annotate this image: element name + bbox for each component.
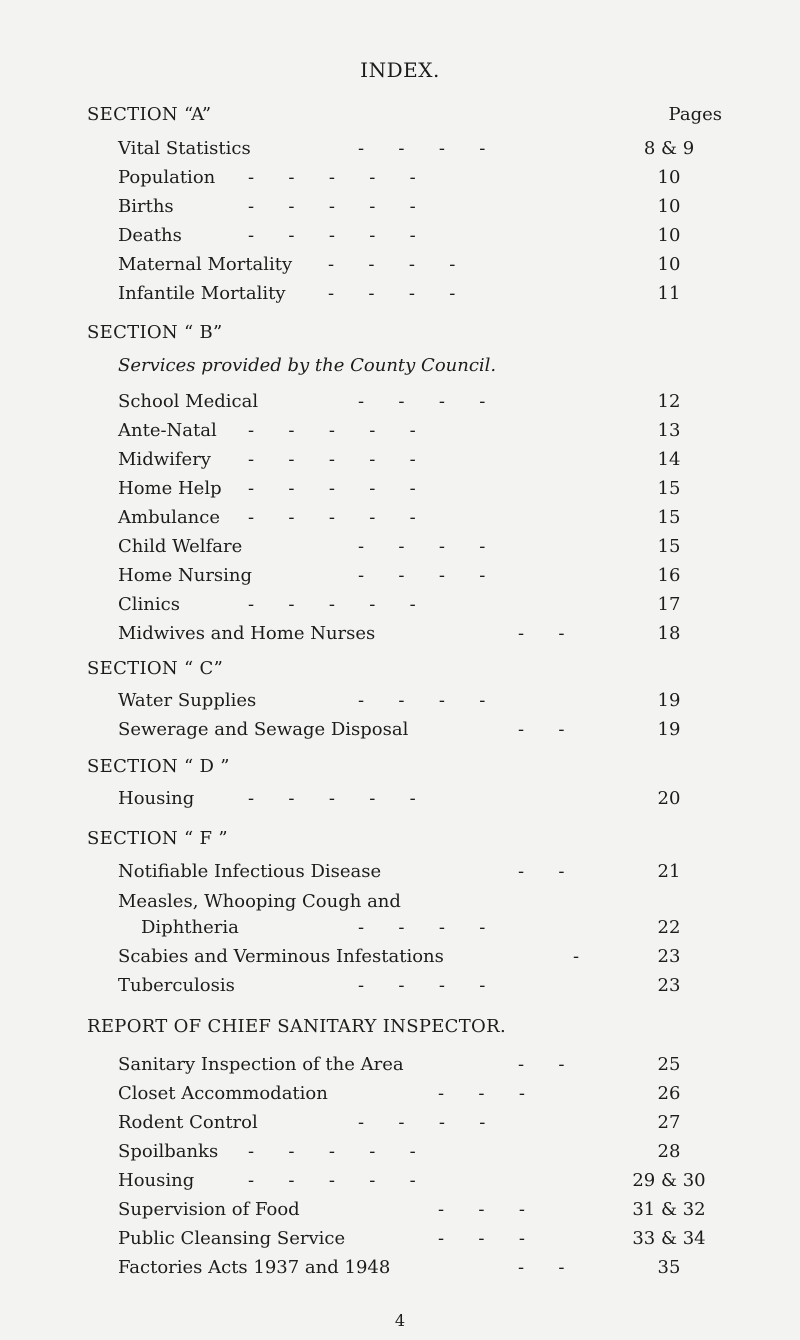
page-number: 31 & 32 xyxy=(632,1199,706,1220)
section-b-heading: SECTION “ B” xyxy=(87,322,223,343)
page-number: 20 xyxy=(657,788,681,809)
leader-dashes: - - - - xyxy=(358,138,486,159)
page-number: 17 xyxy=(657,594,681,615)
entry-label: Child Welfare xyxy=(118,536,243,557)
leader-dashes: - - - - - xyxy=(248,1170,416,1191)
page-number: 26 xyxy=(657,1083,681,1104)
entry-label: Water Supplies xyxy=(118,690,257,711)
leader-dashes: - - - - - xyxy=(248,449,416,470)
entry-label: Clinics xyxy=(118,594,180,615)
report-heading: REPORT OF CHIEF SANITARY INSPECTOR. xyxy=(87,1016,506,1037)
index-row xyxy=(118,1226,724,1252)
index-row xyxy=(118,1197,724,1223)
page-number: 23 xyxy=(657,946,681,967)
entry-label: School Medical xyxy=(118,391,259,412)
page-number: 8 & 9 xyxy=(643,138,695,159)
leader-dashes: - xyxy=(573,946,580,967)
section-f-heading: SECTION “ F ” xyxy=(87,828,228,849)
page-number: 21 xyxy=(657,861,681,882)
entry-label: Factories Acts 1937 and 1948 xyxy=(118,1257,391,1278)
page-number: 23 xyxy=(657,975,681,996)
index-row xyxy=(118,418,724,444)
leader-dashes: - - - - xyxy=(358,565,486,586)
leader-dashes: - - xyxy=(518,861,565,882)
index-row xyxy=(118,165,724,191)
leader-dashes: - - - - - xyxy=(248,420,416,441)
entry-label: Spoilbanks xyxy=(118,1141,219,1162)
leader-dashes: - - - - - xyxy=(248,225,416,246)
entry-label: Maternal Mortality xyxy=(118,254,293,275)
leader-dashes: - - xyxy=(518,719,565,740)
page-number: 10 xyxy=(657,225,681,246)
index-row xyxy=(118,1168,724,1194)
index-row xyxy=(118,447,724,473)
entry-label: Sewerage and Sewage Disposal xyxy=(118,719,409,740)
pages-column-heading: Pages xyxy=(668,104,722,125)
page-number: 22 xyxy=(657,917,681,938)
page-number: 28 xyxy=(657,1141,681,1162)
page-number: 14 xyxy=(657,449,681,470)
leader-dashes: - - - - xyxy=(358,690,486,711)
leader-dashes: - - - xyxy=(438,1083,525,1104)
section-c-heading: SECTION “ C” xyxy=(87,658,224,679)
index-row xyxy=(118,621,724,647)
index-row xyxy=(118,252,724,278)
index-row xyxy=(118,223,724,249)
leader-dashes: - - - - xyxy=(358,975,486,996)
index-row xyxy=(118,389,724,415)
index-row xyxy=(118,688,724,714)
index-row xyxy=(118,859,724,885)
leader-dashes: - - xyxy=(518,1257,565,1278)
entry-label: Scabies and Verminous Infestations xyxy=(118,946,444,967)
entry-label: Supervision of Food xyxy=(118,1199,300,1220)
entry-label: Home Help xyxy=(118,478,222,499)
leader-dashes: - - - - - xyxy=(248,478,416,499)
leader-dashes: - - - - xyxy=(328,254,456,275)
entry-label: Rodent Control xyxy=(118,1112,258,1133)
index-row xyxy=(118,1110,724,1136)
page-number: 15 xyxy=(657,536,681,557)
page-number: 15 xyxy=(657,507,681,528)
leader-dashes: - - - xyxy=(438,1228,525,1249)
index-row xyxy=(118,534,724,560)
index-row xyxy=(118,592,724,618)
entry-label: Notifiable Infectious Disease xyxy=(118,861,382,882)
page-number: 33 & 34 xyxy=(632,1228,706,1249)
page-number: 13 xyxy=(657,420,681,441)
index-row xyxy=(118,1255,724,1281)
page-number: 10 xyxy=(657,167,681,188)
index-row xyxy=(118,563,724,589)
index-row xyxy=(118,136,724,162)
index-row xyxy=(118,786,724,812)
entry-label: Midwives and Home Nurses xyxy=(118,623,376,644)
index-row xyxy=(118,281,724,307)
entry-label: Births xyxy=(118,196,174,217)
leader-dashes: - - - - xyxy=(328,283,456,304)
page-number: 25 xyxy=(657,1054,681,1075)
index-row xyxy=(118,476,724,502)
section-b-subtitle: Services provided by the County Council. xyxy=(118,355,497,376)
entry-label: Housing xyxy=(118,1170,195,1191)
page-number: 16 xyxy=(657,565,681,586)
section-d-heading: SECTION “ D ” xyxy=(87,756,230,777)
entry-label-continued: Diphtheria xyxy=(141,917,239,938)
entry-label: Deaths xyxy=(118,225,182,246)
section-a-heading: SECTION “A” xyxy=(87,104,212,125)
leader-dashes: - - xyxy=(518,1054,565,1075)
index-row xyxy=(118,1081,724,1107)
page-number: 29 & 30 xyxy=(632,1170,706,1191)
page-number: 19 xyxy=(657,719,681,740)
leader-dashes: - - - - - xyxy=(248,788,416,809)
leader-dashes: - - - - xyxy=(358,391,486,412)
entry-label: Public Cleansing Service xyxy=(118,1228,346,1249)
index-row xyxy=(118,1052,724,1078)
index-row xyxy=(118,973,724,999)
page-number: 10 xyxy=(657,196,681,217)
index-row xyxy=(118,505,724,531)
page-number: 35 xyxy=(657,1257,681,1278)
index-row xyxy=(118,1139,724,1165)
page-title: INDEX. xyxy=(360,58,440,82)
leader-dashes: - - - - - xyxy=(248,1141,416,1162)
entry-label: Vital Statistics xyxy=(118,138,251,159)
entry-label: Population xyxy=(118,167,216,188)
leader-dashes: - - - - - xyxy=(248,167,416,188)
entry-label: Midwifery xyxy=(118,449,211,470)
leader-dashes: - - xyxy=(518,623,565,644)
index-row xyxy=(118,717,724,743)
entry-label: Closet Accommodation xyxy=(118,1083,328,1104)
entry-label: Infantile Mortality xyxy=(118,283,286,304)
page-number: 11 xyxy=(657,283,681,304)
index-row xyxy=(118,889,724,941)
page-number: 27 xyxy=(657,1112,681,1133)
entry-label: Ante-Natal xyxy=(118,420,217,441)
index-row xyxy=(118,194,724,220)
page-number: 15 xyxy=(657,478,681,499)
leader-dashes: - - - - xyxy=(358,536,486,557)
page-number: 12 xyxy=(657,391,681,412)
leader-dashes: - - - - - xyxy=(248,196,416,217)
page-number: 18 xyxy=(657,623,681,644)
page-number: 19 xyxy=(657,690,681,711)
entry-label: Housing xyxy=(118,788,195,809)
entry-label: Ambulance xyxy=(118,507,220,528)
index-row xyxy=(118,944,724,970)
leader-dashes: - - - - - xyxy=(248,594,416,615)
entry-label: Sanitary Inspection of the Area xyxy=(118,1054,404,1075)
leader-dashes: - - - - - xyxy=(248,507,416,528)
page-number: 10 xyxy=(657,254,681,275)
leader-dashes: - - - - xyxy=(358,917,486,938)
leader-dashes: - - - - xyxy=(358,1112,486,1133)
entry-label: Measles, Whooping Cough and xyxy=(118,891,401,912)
entry-label: Home Nursing xyxy=(118,565,253,586)
entry-label: Tuberculosis xyxy=(118,975,235,996)
page-number-footer: 4 xyxy=(394,1311,406,1330)
leader-dashes: - - - xyxy=(438,1199,525,1220)
